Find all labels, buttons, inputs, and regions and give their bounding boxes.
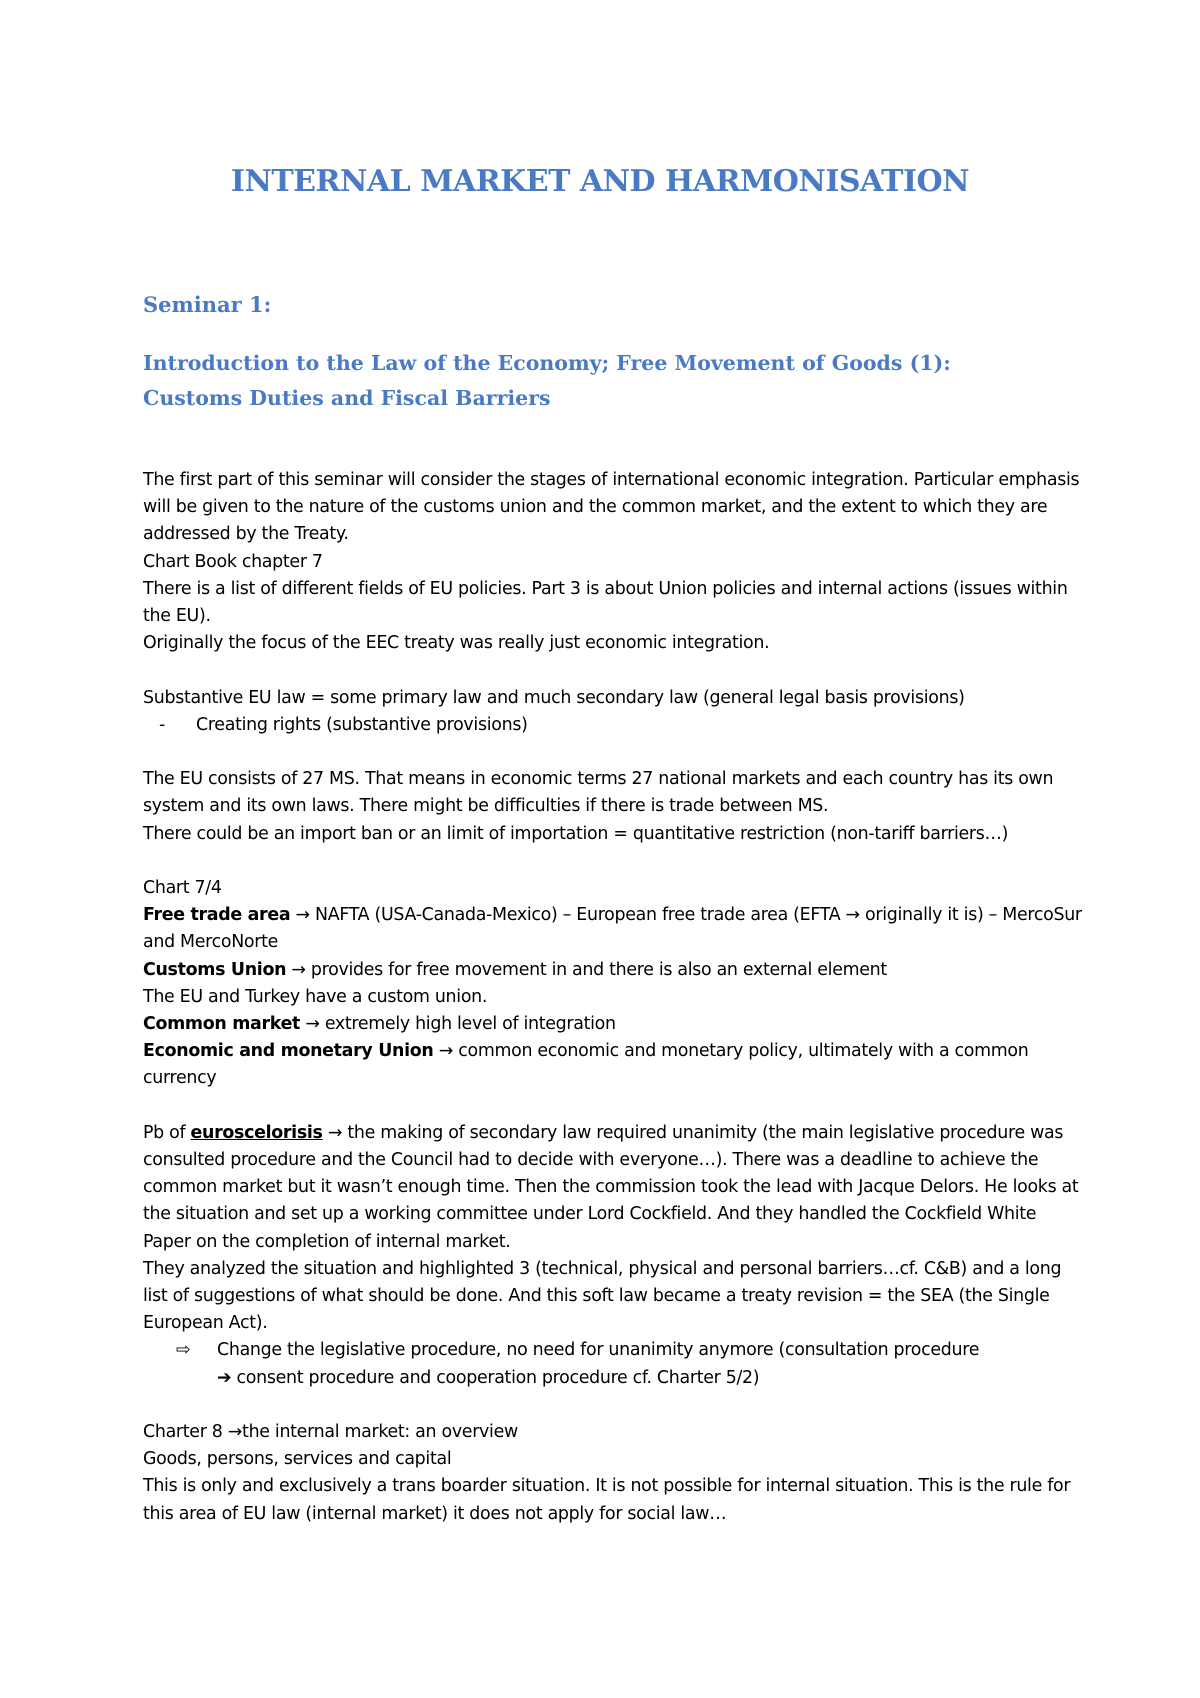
customs-union-line: Customs Union → provides for free movement in and there is also an external element <box>143 959 887 980</box>
arrow-icon: → <box>291 959 306 980</box>
intro-paragraph: The first part of this seminar will consider the stages of international economic integration. Particular emphasis will be given to the nature of the customs union and the common market, and the extent to which they are addressed by the Treaty. <box>143 470 1080 545</box>
arrow-icon: → <box>305 1014 320 1035</box>
eu-turkey-line: The EU and Turkey have a custom union. <box>143 986 488 1007</box>
subtitle-line-2: Customs Duties and Fiscal Barriers <box>143 386 551 410</box>
arrow-icon: → <box>227 1422 243 1443</box>
charter-8-line: Charter 8 →the internal market: an overview <box>143 1422 518 1443</box>
arrow-icon: → <box>295 905 310 926</box>
dash-list-item: - Creating rights (substantive provisions) <box>143 712 1083 739</box>
eec-focus-paragraph: Originally the focus of the EEC treaty was really just economic integration. <box>143 633 770 654</box>
trans-border-paragraph: This is only and exclusively a trans boarder situation. It is not possible for internal situation. This is the rule for this area of EU law (internal market) it does not apply for social law… <box>143 1476 1071 1524</box>
change-procedure-continuation: ➔ consent procedure and cooperation procedure cf. Charter 5/2) <box>217 1367 760 1388</box>
bold-arrow-icon: ➔ <box>217 1367 232 1388</box>
document-body <box>143 467 1083 1528</box>
substantive-law-paragraph: Substantive EU law = some primary law and much secondary law (general legal basis provisions) <box>143 687 965 708</box>
member-states-paragraph: The EU consists of 27 MS. That means in economic terms 27 national markets and each country has its own system and its own laws. There might be difficulties if there is trade between MS. <box>143 769 1054 817</box>
sea-paragraph: They analyzed the situation and highlighted 3 (technical, physical and personal barriers…cf. C&B) and a long list of suggestions of what should be done. And this soft law became a treaty revision = the SEA (the Single European Act). <box>143 1258 1062 1334</box>
chart-7-4-label: Chart 7/4 <box>143 878 222 898</box>
customs-union-label: Customs Union <box>143 959 287 980</box>
emu-line: Economic and monetary Union → common economic and monetary policy, ultimately with a common currency <box>143 1041 1029 1089</box>
euroscelorisis-term: euroscelorisis <box>190 1122 323 1143</box>
arrow-icon: → <box>845 905 860 926</box>
common-market-label: Common market <box>143 1014 301 1035</box>
arrow-icon: → <box>438 1041 453 1062</box>
seminar-heading: Seminar 1: <box>143 292 272 317</box>
emu-label: Economic and monetary Union <box>143 1041 434 1062</box>
chart-book-reference: Chart Book chapter 7 <box>143 551 323 572</box>
change-procedure-item: ⇨ Change the legislative procedure, no need for unanimity anymore (consultation procedure ➔ consent procedure and cooperation procedure cf. Charter 5/2) <box>143 1337 1083 1391</box>
common-market-line: Common market → extremely high level of integration <box>143 1014 616 1035</box>
free-trade-area-line: Free trade area → NAFTA (USA-Canada-Mexico) – European free trade area (EFTA → originally it is) – MercoSur and MercoNorte <box>143 905 1082 953</box>
free-trade-area-label: Free trade area <box>143 905 291 926</box>
four-freedoms-line: Goods, persons, services and capital <box>143 1449 452 1470</box>
euroscelorisis-paragraph: Pb of euroscelorisis → the making of secondary law required unanimity (the main legislative procedure was consulted procedure and the Council had to decide with everyone…). There was a deadline to achieve the common market but it wasn’t enough time. Then the commission took the lead with Jacque Delors. He looks at the situation and set up a working committee under Lord Cockfield. And they handled the Cockfield White Paper on the completion of internal market. <box>143 1122 1079 1252</box>
seminar-subtitle <box>143 346 1103 416</box>
arrow-icon: → <box>327 1122 343 1143</box>
policies-paragraph: There is a list of different fields of EU policies. Part 3 is about Union policies and internal actions (issues within the EU). <box>143 578 1068 627</box>
subtitle-line-1: Introduction to the Law of the Economy; Free Movement of Goods (1): <box>143 351 951 375</box>
hollow-arrow-icon: ⇨ <box>176 1340 191 1361</box>
document-title: INTERNAL MARKET AND HARMONISATION <box>230 164 970 199</box>
import-ban-paragraph: There could be an import ban or an limit of importation = quantitative restriction (non-tariff barriers…) <box>143 823 1009 844</box>
